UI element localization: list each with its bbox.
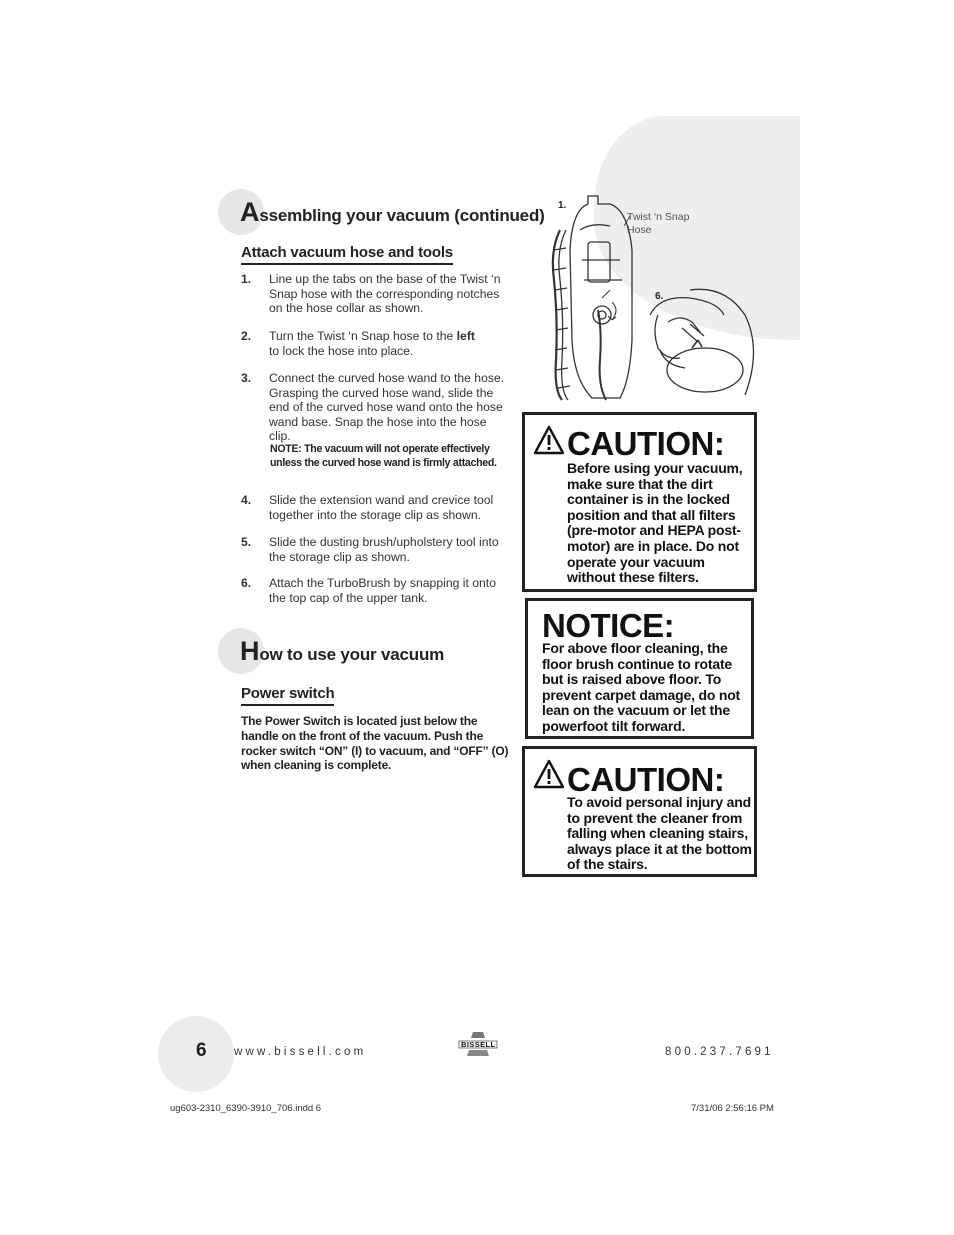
- caution-title-2: CAUTION:: [567, 761, 725, 798]
- step-6: 6. Attach the TurboBrush by snapping it onto the top cap of the upper tank.: [241, 576, 496, 605]
- warning-triangle-icon: [533, 425, 565, 455]
- note-text: NOTE: The vacuum will not operate effectively unless the curved hose wand is firmly attached.: [270, 443, 497, 469]
- warning-triangle-icon: [533, 759, 565, 789]
- step-5: 5. Slide the dusting brush/upholstery tool into the storage clip as shown.: [241, 535, 499, 564]
- caution-text-1: Before using your vacuum, make sure that the dirt container is in the locked position and that all filters (pre-motor and HEPA post-motor) are in place. Do not operate your vacuum without these filters.: [567, 460, 743, 586]
- notice-box: [525, 598, 754, 739]
- notice-title: NOTICE:: [542, 607, 675, 644]
- subsection-title-power-switch: Power switch: [241, 685, 334, 706]
- section-title-assembling: Assembling your vacuum (continued): [240, 197, 545, 227]
- phone-number: 800.237.7691: [665, 1046, 774, 1058]
- step-2: 2. Turn the Twist ‘n Snap hose to the left to lock the hose into place.: [241, 329, 475, 358]
- step-3: 3. Connect the curved hose wand to the hose. Grasping the curved hose wand, slide the end of the curved hose wand onto the hose wand base. Snap the hose into the hose clip.: [241, 371, 505, 444]
- bissell-logo: [455, 1030, 501, 1056]
- figure-caption: Twist ‘n Snap Hose: [627, 211, 690, 236]
- subsection-title-attach-hose: Attach vacuum hose and tools: [241, 244, 453, 265]
- step-4: 4. Slide the extension wand and crevice tool together into the storage clip as shown.: [241, 493, 494, 522]
- figure-label-1: 1.: [558, 200, 567, 211]
- slug-filename: ug603-2310_6390-3910_706.indd 6: [170, 1103, 322, 1114]
- caution-box-2: [522, 746, 757, 877]
- figure-label-6: 6.: [655, 291, 664, 302]
- bissell-logo-text: BISSELL: [461, 1040, 496, 1049]
- caution-box-1: [522, 412, 757, 592]
- notice-text: For above floor cleaning, the floor brush continue to rotate but is raised above floor. To prevent carpet damage, do not lean on the vacuum or let the powerfoot tilt forward.: [542, 640, 741, 734]
- power-switch-text: The Power Switch is located just below the handle on the front of the vacuum. Push the rocker switch “ON” (I) to vacuum, and “OFF” (O) when cleaning is complete.: [241, 714, 509, 773]
- page-number: 6: [196, 1040, 207, 1061]
- section-title-how-to-use: How to use your vacuum: [240, 636, 445, 666]
- step-1: 1. Line up the tabs on the base of the Twist ‘n Snap hose with the corresponding notches on the hose collar as shown.: [241, 272, 501, 316]
- caution-title-1: CAUTION:: [567, 425, 725, 462]
- caution-text-2: To avoid personal injury and to prevent the cleaner from falling when cleaning stairs, always place it at the bottom of the stairs.: [567, 794, 752, 873]
- vacuum-hose-illustration: [540, 190, 765, 405]
- slug-date: 7/31/06 2:56:16 PM: [691, 1103, 774, 1114]
- website-link[interactable]: www.bissell.com: [234, 1046, 367, 1058]
